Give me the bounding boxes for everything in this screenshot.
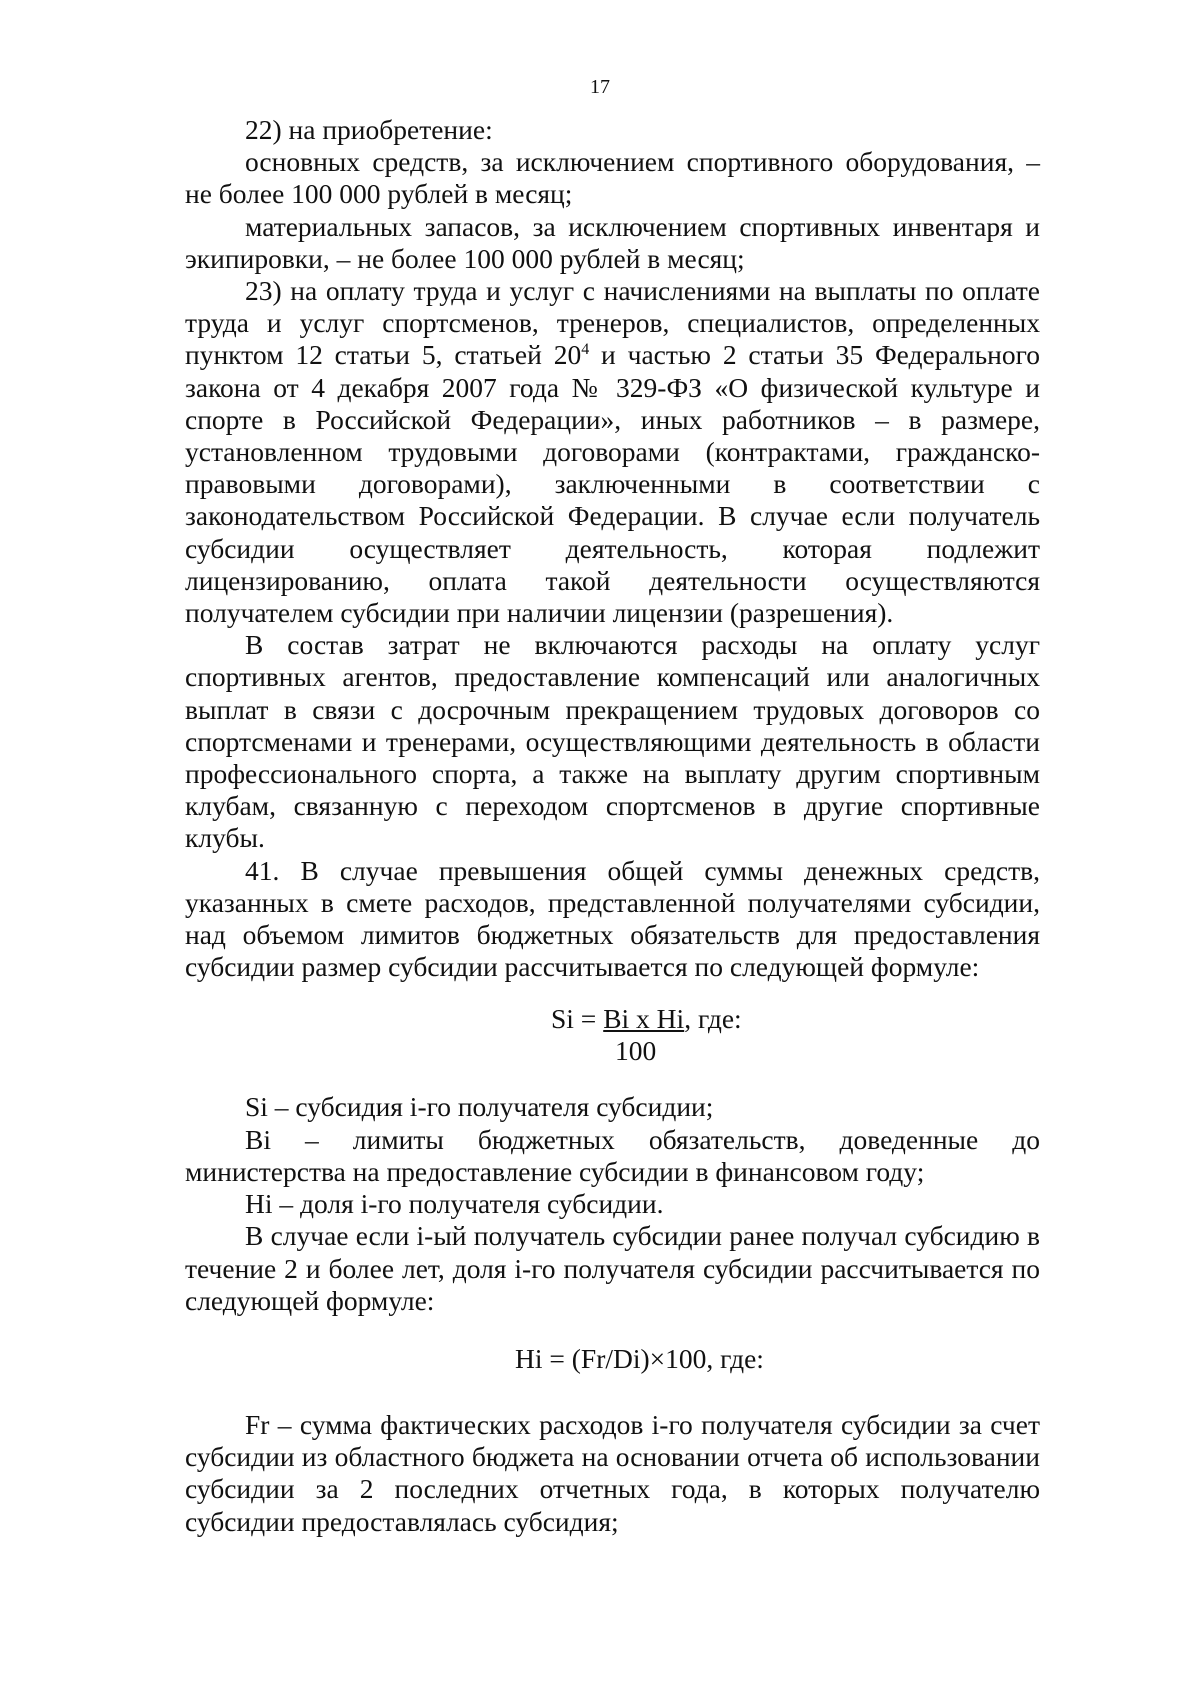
definition: Hi – доля i-го получателя субсидии.	[245, 1188, 664, 1220]
definition: Bi – лимиты бюджетных обязательств, доведенные до министерства на предоставление субсидии в финансовом году;	[185, 1123, 1040, 1187]
text-run: 23) на оплату труда и услуг с начислениями на выплаты по оплате труда и услуг спортсменов, тренеров, специалистов, определенных пунктом 12 статьи 5, статьей 20	[185, 275, 1040, 371]
formula-numerator: Bi x Hi	[603, 1003, 685, 1035]
formula-suffix: , где:	[684, 1003, 742, 1035]
formula-line: Hi = (Fr/Di)×100, где:	[515, 1342, 764, 1374]
page-number: 17	[590, 76, 610, 98]
paragraph: 22) на приобретение:	[245, 114, 493, 145]
superscript: 4	[581, 341, 590, 359]
formula-si	[185, 989, 1040, 1091]
paragraph: В случае если i-ый получатель субсидии ранее получал субсидию в течение 2 и более лет, доля i-го получателя субсидии рассчитывается по следующей формуле:	[185, 1220, 1040, 1316]
paragraph: В состав затрат не включаются расходы на оплату услуг спортивных агентов, предоставление компенсаций или аналогичных выплат в связи с досрочным прекращением трудовых договоров со спортсменами и тренерами, осуществляющими деятельность в области профессионального спорта, а также на выплату другим спортивным клубам, связанную с переходом спортсменов в другие спортивные клубы.	[185, 629, 1040, 854]
paragraph: материальных запасов, за исключением спортивных инвентаря и экипировки, – не более 100 000 рублей в месяц;	[185, 210, 1040, 274]
paragraph-41: 41. В случае превышения общей суммы денежных средств, указанных в смете расходов, представленной получателями субсидии, над объемом лимитов бюджетных обязательств для предоставления субсидии размер субсидии рассчитывается по следующей формуле:	[185, 854, 1040, 983]
document-body	[185, 114, 1040, 1538]
definition: Fr – сумма фактических расходов i-го получателя субсидии за счет субсидии из областного бюджета на основании отчета об использовании субсидии за 2 последних отчетных года, в которых получателю субсидии предоставлялась субсидия;	[185, 1408, 1040, 1537]
definition: Si – субсидия i-го получателя субсидии;	[245, 1091, 714, 1123]
formula-hi	[185, 1317, 1040, 1409]
paragraph: основных средств, за исключением спортивного оборудования, – не более 100 000 рублей в месяц;	[185, 146, 1040, 210]
formula-line	[551, 1003, 742, 1035]
text-run: и частью 2 статьи 35 Федерального закона от 4 декабря 2007 года № 329-ФЗ «О физической культуре и спорте в Российской Федерации», иных работников – в размере, установленном трудовыми договорами (контрактами, гражданско-правовыми договорами), заключенными в соответствии с законодательством Российской Федерации. В случае если получатель субсидии осуществляет деятельность, которая подлежит лицензированию, оплата такой деятельности осуществляются получателем субсидии при наличии лицензии (разрешения).	[185, 339, 1040, 629]
paragraph-23	[185, 275, 1040, 629]
formula-denominator: 100	[615, 1035, 657, 1067]
formula-lhs: Si =	[551, 1003, 604, 1035]
